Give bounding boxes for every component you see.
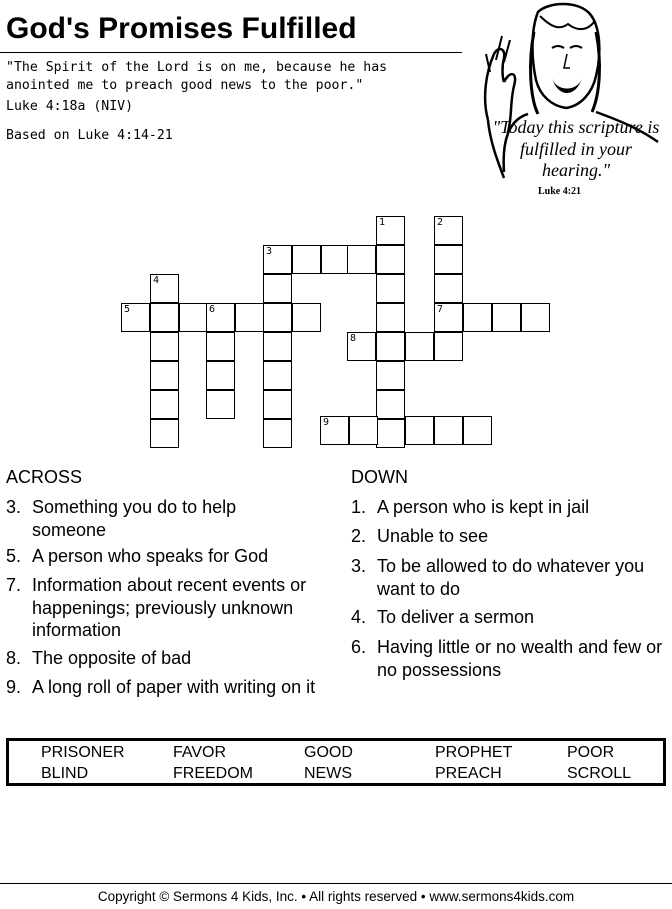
crossword-cell[interactable] bbox=[206, 332, 235, 361]
crossword-cell[interactable] bbox=[376, 245, 405, 274]
word-bank-item: GOOD bbox=[304, 744, 353, 761]
word-bank-item: PROPHET bbox=[435, 744, 513, 761]
clue-label: 7. bbox=[6, 575, 22, 595]
memory-verse: "The Spirit of the Lord is on me, because he has anointed me to preach good news to the poor." bbox=[6, 60, 388, 93]
clue-number: 5 bbox=[124, 304, 131, 315]
across-heading: ACROSS bbox=[6, 467, 83, 487]
verse-reference: Luke 4:18a (NIV) bbox=[6, 99, 134, 114]
clue-number: 8 bbox=[350, 333, 357, 344]
crossword-cell[interactable] bbox=[206, 361, 235, 390]
clue-text: Unable to see bbox=[377, 526, 489, 546]
clue-text: Something you do to help someone bbox=[32, 497, 237, 540]
word-bank-item: FAVOR bbox=[173, 744, 227, 761]
clue-text: Information about recent events or happenings; previously unknown information bbox=[32, 575, 307, 640]
clue-label: 2. bbox=[351, 526, 367, 546]
footer-divider bbox=[0, 883, 672, 884]
crossword-cell[interactable] bbox=[292, 303, 321, 332]
crossword-cell[interactable] bbox=[376, 274, 405, 303]
crossword-cell[interactable] bbox=[434, 245, 463, 274]
down-heading: DOWN bbox=[351, 467, 408, 487]
clue-label: 8. bbox=[6, 648, 22, 668]
clue-text: A person who speaks for God bbox=[32, 546, 269, 566]
clue-number: 7 bbox=[437, 304, 444, 315]
crossword-cell[interactable] bbox=[320, 416, 349, 445]
clue-number: 2 bbox=[437, 217, 444, 228]
crossword-cell[interactable] bbox=[263, 274, 292, 303]
crossword-cell[interactable] bbox=[263, 390, 292, 419]
clue-number: 1 bbox=[379, 217, 386, 228]
crossword-cell[interactable] bbox=[376, 419, 405, 448]
clue-text: To be allowed to do whatever you want to do bbox=[377, 556, 645, 599]
clue-label: 9. bbox=[6, 677, 22, 697]
crossword-cell[interactable] bbox=[376, 303, 405, 332]
crossword-cell[interactable] bbox=[150, 332, 179, 361]
crossword-cell[interactable] bbox=[347, 245, 376, 274]
clue-label: 3. bbox=[351, 556, 367, 576]
crossword-cell[interactable] bbox=[206, 303, 235, 332]
crossword-cell[interactable] bbox=[235, 303, 264, 332]
word-bank-item: BLIND bbox=[41, 765, 89, 782]
crossword-cell[interactable] bbox=[463, 416, 492, 445]
word-bank-item: NEWS bbox=[304, 765, 352, 782]
clue-number: 4 bbox=[153, 275, 160, 286]
crossword-cell[interactable] bbox=[405, 332, 434, 361]
crossword-cell[interactable] bbox=[179, 303, 208, 332]
crossword-cell[interactable] bbox=[206, 390, 235, 419]
clue-text: A long roll of paper with writing on it bbox=[32, 677, 316, 697]
clue-number: 6 bbox=[209, 304, 216, 315]
clue-label: 3. bbox=[6, 497, 22, 517]
crossword-cell[interactable] bbox=[292, 245, 321, 274]
title-underline bbox=[0, 52, 462, 53]
word-bank-item: FREEDOM bbox=[173, 765, 253, 782]
page-title: God's Promises Fulfilled bbox=[6, 12, 357, 45]
clue-label: 4. bbox=[351, 607, 367, 627]
illustration-quote-reference: Luke 4:21 bbox=[538, 186, 582, 197]
crossword-cell[interactable] bbox=[347, 332, 376, 361]
crossword-cell[interactable] bbox=[434, 216, 463, 245]
crossword-cell[interactable] bbox=[150, 390, 179, 419]
crossword-cell[interactable] bbox=[434, 332, 463, 361]
clue-number: 3 bbox=[266, 246, 273, 257]
clue-label: 6. bbox=[351, 637, 367, 657]
word-bank-item: SCROLL bbox=[567, 765, 632, 782]
clue-text: The opposite of bad bbox=[32, 648, 192, 668]
crossword-cell[interactable] bbox=[263, 332, 292, 361]
word-bank-item: PREACH bbox=[435, 765, 502, 782]
clue-text: Having little or no wealth and few or no possessions bbox=[377, 637, 663, 680]
illustration-quote: "Today this scripture is fulfilled in your hearing." bbox=[492, 117, 660, 180]
crossword-cell[interactable] bbox=[434, 416, 463, 445]
crossword-cell[interactable] bbox=[150, 303, 179, 332]
crossword-cell[interactable] bbox=[263, 245, 292, 274]
clue-text: A person who is kept in jail bbox=[377, 497, 590, 517]
crossword-cell[interactable] bbox=[263, 361, 292, 390]
clue-label: 5. bbox=[6, 546, 22, 566]
word-bank-item: PRISONER bbox=[41, 744, 125, 761]
crossword-cell[interactable] bbox=[376, 361, 405, 390]
crossword-cell[interactable] bbox=[349, 416, 378, 445]
based-on-text: Based on Luke 4:14-21 bbox=[6, 128, 173, 143]
crossword-cell[interactable] bbox=[150, 419, 179, 448]
crossword-cell[interactable] bbox=[150, 361, 179, 390]
crossword-cell[interactable] bbox=[376, 216, 405, 245]
crossword-cell[interactable] bbox=[376, 332, 405, 361]
crossword-cell[interactable] bbox=[434, 274, 463, 303]
crossword-cell[interactable] bbox=[434, 303, 463, 332]
crossword-cell[interactable] bbox=[263, 303, 292, 332]
word-bank-item: POOR bbox=[567, 744, 615, 761]
crossword-cell[interactable] bbox=[463, 303, 492, 332]
crossword-cell[interactable] bbox=[121, 303, 150, 332]
crossword-cell[interactable] bbox=[492, 303, 521, 332]
crossword-cell[interactable] bbox=[263, 419, 292, 448]
crossword-cell[interactable] bbox=[321, 245, 350, 274]
crossword-cell[interactable] bbox=[405, 416, 434, 445]
word-bank bbox=[6, 738, 666, 786]
clue-text: To deliver a sermon bbox=[377, 607, 535, 627]
clue-number: 9 bbox=[323, 417, 330, 428]
crossword-cell[interactable] bbox=[376, 390, 405, 419]
crossword-cell[interactable] bbox=[521, 303, 550, 332]
copyright-footer: Copyright © Sermons 4 Kids, Inc. • All rights reserved • www.sermons4kids.com bbox=[97, 889, 575, 904]
clue-label: 1. bbox=[351, 497, 367, 517]
crossword-cell[interactable] bbox=[150, 274, 179, 303]
